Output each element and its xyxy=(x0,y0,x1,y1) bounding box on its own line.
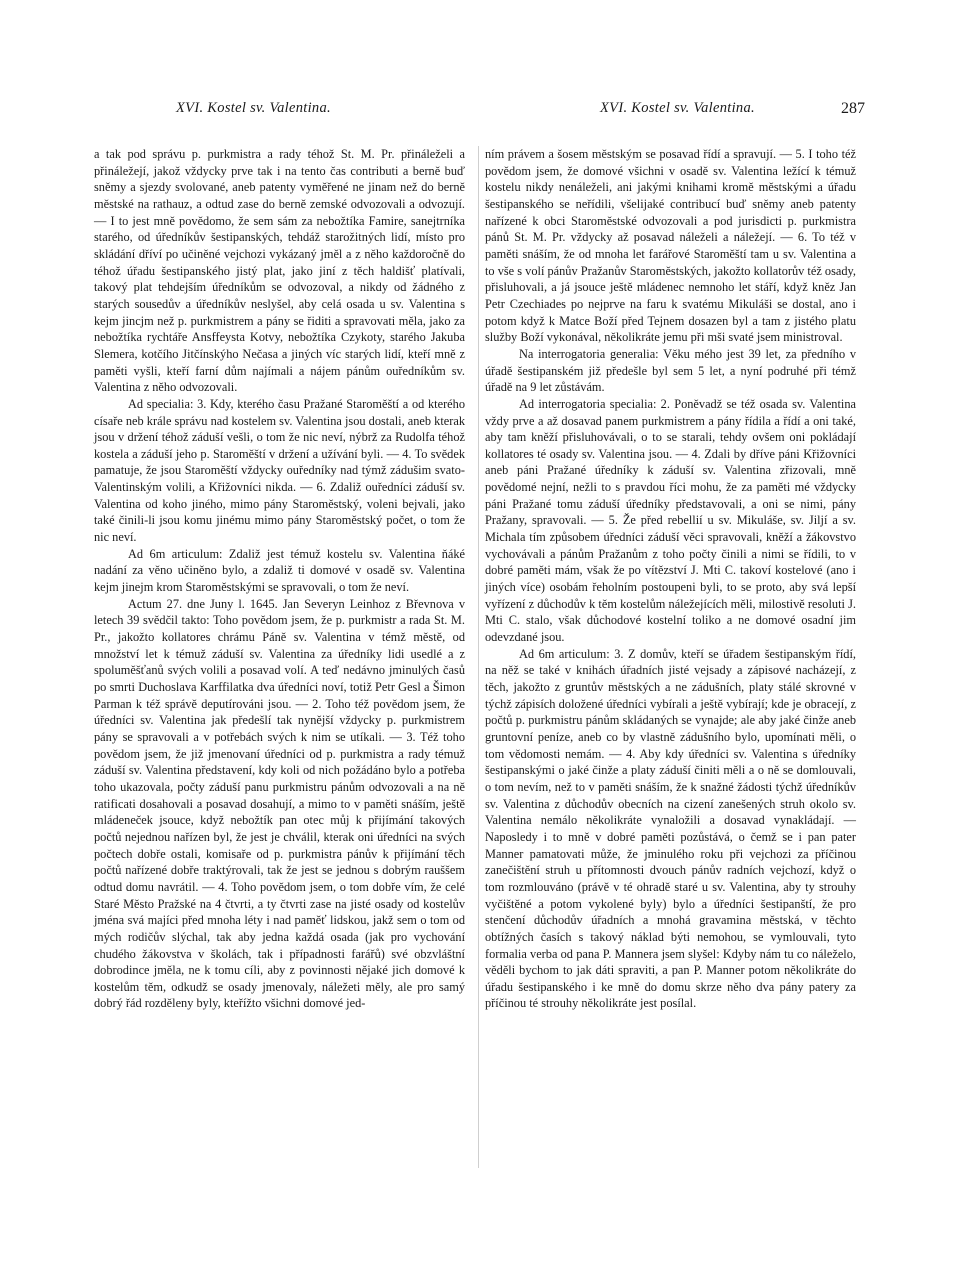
left-column xyxy=(94,146,465,1012)
paragraph: ním právem a šosem městským se posavad řídí a spravují. — 5. I toho též povědom jsem, že domové všichni v osadě sv. Valentina ležící k témuž kostelu nikdy nenáleželi, ani jakými knihami kromě městskými a úřadu šestipanského se neřídili, všelijaké contribucí buď sněmy aneb patenty nařízené k obci Staroměstské odvozovali a pod jurisdicti p. purkmistra pánů St. M. Pr. vždycky až posavad náleželi a náležejí. — 6. To též v paměti snáším, že od mnoha let farářové Staroměští tam u sv. Valentina a to vše s volí pánův Pražanův Staroměstských, jakožto kollatorův též osady, přisluhovali, a já jsouce ještě mládenec nemnoho let stáří, když kněz Jan Petr Czechiades po nejprve na faru k svatému Mikuláši se dostal, ano i potom když k Matce Boží před Tejnem dosazen byl a tam z jistého platu služby Boží vykonával, několikráte jemu při mši svaté jsem ministroval. xyxy=(485,147,856,345)
paragraph: Ad 6m articulum: Zdaliž jest témuž kostelu sv. Valentina ňáké nadání za věno učiněno bylo, a zdaliž ti domové v osadě sv. Valentina kejm jinejm krom Staroměstskými se spravovali, o tom že neví. xyxy=(94,546,465,595)
paragraph: Na interrogatoria generalia: Věku mého jest 39 let, za předního v úřadě šestipanském již předešle byl sem 5 let, a nyní podruhé při témž úřadě na 9 let zůstávám. xyxy=(485,346,856,395)
page-number: 287 xyxy=(841,100,865,117)
paragraph: Ad 6m articulum: 3. Z domův, kteří se úřadem šestipanským řídí, na něž se také v knihách úřadních jisté vejsady a zápisové nacházejí, z těch, jakožto z gruntův městských a ne zádušních, platy stálé skrovné v týchž zápisích doložené úředníci vybírali a ještě vybírají; kde je obracejí, z počtů p. purkmistru pánům skládaných se vynajde; ale aby jaké činže aneb gruntovní peníze, aneb co by vlastně zádušního bylo, upomínati měli, o tom vědomosti nemám. — 4. Aby kdy úředníci sv. Valentina s úředníky šestipanskými o jaké činže a platy záduší činiti měli a o ně se domlouvali, o tom nevím, než to v paměti snáším, že k snažné žádosti týchž úředníkův sv. Valentina z důchodův obecních na cizení zanešených struh okolo sv. Valentina nemálo několikráte vynaložili a dosavad vynakládají. — Naposledy i to mně v dobré paměti pozůstává, o čemž se i pan pater Manner pamatovati může, že jminulého roku při vejchozi za příčinou zanečištění struh u přítomnosti dvouch pánův radních vejchozí, když o tom rozmlouváno (právě v té ohradě staré u sv. Valentina, aby ty strouhy vyčištěné a potom vykolené byly) bylo a úředníci šestipanští, že pro stenčení důchodův úřadních a mnohá gravaminа městská, v těchto obtížných časích s takový náklad býti nemohou, se vymlouvali, tyto formalia verba od pana P. Mannera jsem slyšel: Kdyby nám tu co náleželo, věděli bychom to jak dáti spraviti, a pan P. Manner potom několikráte do úřadu šestipanského i ke mně do domu skrze něho dva pány patery za příčinou té strouhy několikráte jest posílal. xyxy=(485,646,856,1011)
column-divider xyxy=(478,146,479,1168)
right-column xyxy=(485,146,856,1012)
running-header-left: XVI. Kostel sv. Valentina. xyxy=(176,100,331,116)
paragraph: Ad interrogatoria specialia: 2. Poněvadž se též osada sv. Valentina vždy prve a až dosavad panem purkmistrem a pány řídila a řídí a oni také, aby tam kněží přisluhovávali, o to se starali, tehdy ovšem oni pokládají kollatores té osady sv. Valentina jsou. — 4. Zdali by dříve páni Křižovníci aneb páni Pražané úředníky k záduší sv. Valentina zřizovali, mně povědomé nejní, nežli to s pravdou říci mohu, že za paměti mé vždycky páni Pražané tomu záduší úředníky představovali, a oni se nimi, pány Pražany, spravovali. — 5. Že před rebellií u sv. Mikuláše, sv. Jiljí a sv. Michala tím způsobem úředníci záduší věci spravovali, kněží a žákovstvo vychovávali a pánům Pražanům z toho počty činili a nimi se řídili, to v dobré paměti mám, však že po vítězství J. Mti C. takoví kostelové (ano i jiných více) osobám řeholním postoupeni byli, to se proto, aby svá lepší vyřízení z důchodův k těm kostelům náležejících měli, milostivě resoluti J. Mti C. stalo, však důchodové kostelní toliko a ne domové osadní jim odevzdané jsou. xyxy=(485,396,856,645)
paragraph: Ad specialia: 3. Kdy, kterého času Pražané Staroměští a od kterého císaře neb krále správu nad kostelem sv. Valentina jsou dostali, aneb kterak jsou v držení téhož záduší vešli, o tom že nic neví, nýbrž za Rudolfa téhož kostela a záduší jeho p. Staroměští v držení a užívání byli. — 4. To svědek pamatuje, že jsou Staroměští vždycky ouředníky nad týmž zádušim svato-Valentinským volili, a Křižovníci nikda. — 6. Zdaliž ouředníci záduší sv. Valentina od koho jiného, mimo pány Staroměstský, voleni bejvali, jako také činili-li jsou komu jinému mimo pány Staroměstský počet, o tom že nic neví. xyxy=(94,396,465,545)
running-header-right: XVI. Kostel sv. Valentina. xyxy=(600,100,755,116)
paragraph: Actum 27. dne Juny l. 1645. Jan Severyn Leinhoz z Břevnova v letech 39 svědčil takto: Toho povědom jsem, že p. purkmistr a rada St. M. Pr., jakožto kollatores chrámu Páně sv. Valentina v témž městě, od množství let k témuž záduší sv. Valentina za úředníky lidi usedlé a z spoluměšťanů svých volili a posavad volí. A teď nedávno jminulých časů po smrti Duchoslava Karffilatka dva úředníci noví, totiž Petr Gesl a Šimon Parman k též správě deputírováni jsou. — 2. Toho též povědom jsem, že úředníci sv. Valentina jak předešlí tak nynější vždycky p. purkmistrem pány se spravovali a v potřebách svých k nim se utíkali. — 3. Též toho povědom jsem, že již jmenovaní úředníci od p. purkmistra a rady témuž záduší sv. Valentina představení, kdy koli od nich požádáno bylo a potřeba toho ukazovala, počty záduší panu purkmistru pánům odvozovali a na ně ratificati dosahovali a posavad dosahují, a mimo to v paměti snáším, ještě mládeneček jsouce, když nebožtík pan otec můj k přijímání takových počtů nejednou nařízen byl, že jest je chválil, kterak oni úředníci na svých počtech dobře ostali, komisaře od p. purkmistra pánův k přijímání těch počtů nařízené dobře traktýrovali, tak že jest se jednou s dobrým rauššem odtud domu navrátil. — 4. Toho povědom jsem, o tom dobře vím, že celé Staré Město Pražské na 4 čtvrti, a ty čtvrti zase na jisté osady od kostelův jména svá majíci před mnoha léty i nad paměť lidskou, jakž sem o tom od mých rodičův slýchal, tak aby jedna každá osada (jak pro vychování chudého žákovstva v školách, tak i případnosti farářů) své obzvláštní dobrodince jměla, ne k tomu cíli, aby z povinnosti nějaké jich domové k kostelům těm, odkudž se osady jmenovaly, náležeti měly, ale pro samý dobrý řád rozděleny byly, kteřížto všichni domové jed- xyxy=(94,596,465,1011)
paragraph: a tak pod správu p. purkmistra a rady téhož St. M. Pr. přináleželi a přináležejí, jakož vždycky prve tak i na tento čas contributi a berně buď sněmy a sjezdy svolované, aneb patenty vyměřené ne jinam než do berně městské na rathauz, a odtud zase do berně zemské odvozovali a odvozují. — I to jest mně povědomo, že sem sám za nebožtíka Famire, sanejtrníka starého, od úředníkův šestipanských, tehdáž starožitných lidí, místo pro skládání dříví po učiněné vejchozi vykázaný jměl a z něho každoročně do téhož úřadu šestipanského jistý plat, jako jiní z těch haldišť platívali, takový plat tehdejším úředníkům se odvozoval, a nikdy od žádného z starých sousedův a úředníkův neslyšel, aby celá osada u sv. Valentina s kejm jincjm než p. purkmistrem a pány se řiditi a spravovati měla, jako za nebožtíka rychtáře Ansffeysta Kotvy, nebožtíka Czykoty, starého Jakuba Slemera, kotčího Jitčínskýho Nečasa a jiných víc starých lidí, kteří mně z paměti vyšli, kteří farní dům najímali a nájem pánům ouředníkům sv. Valentina z něho odvozovali. xyxy=(94,147,465,395)
